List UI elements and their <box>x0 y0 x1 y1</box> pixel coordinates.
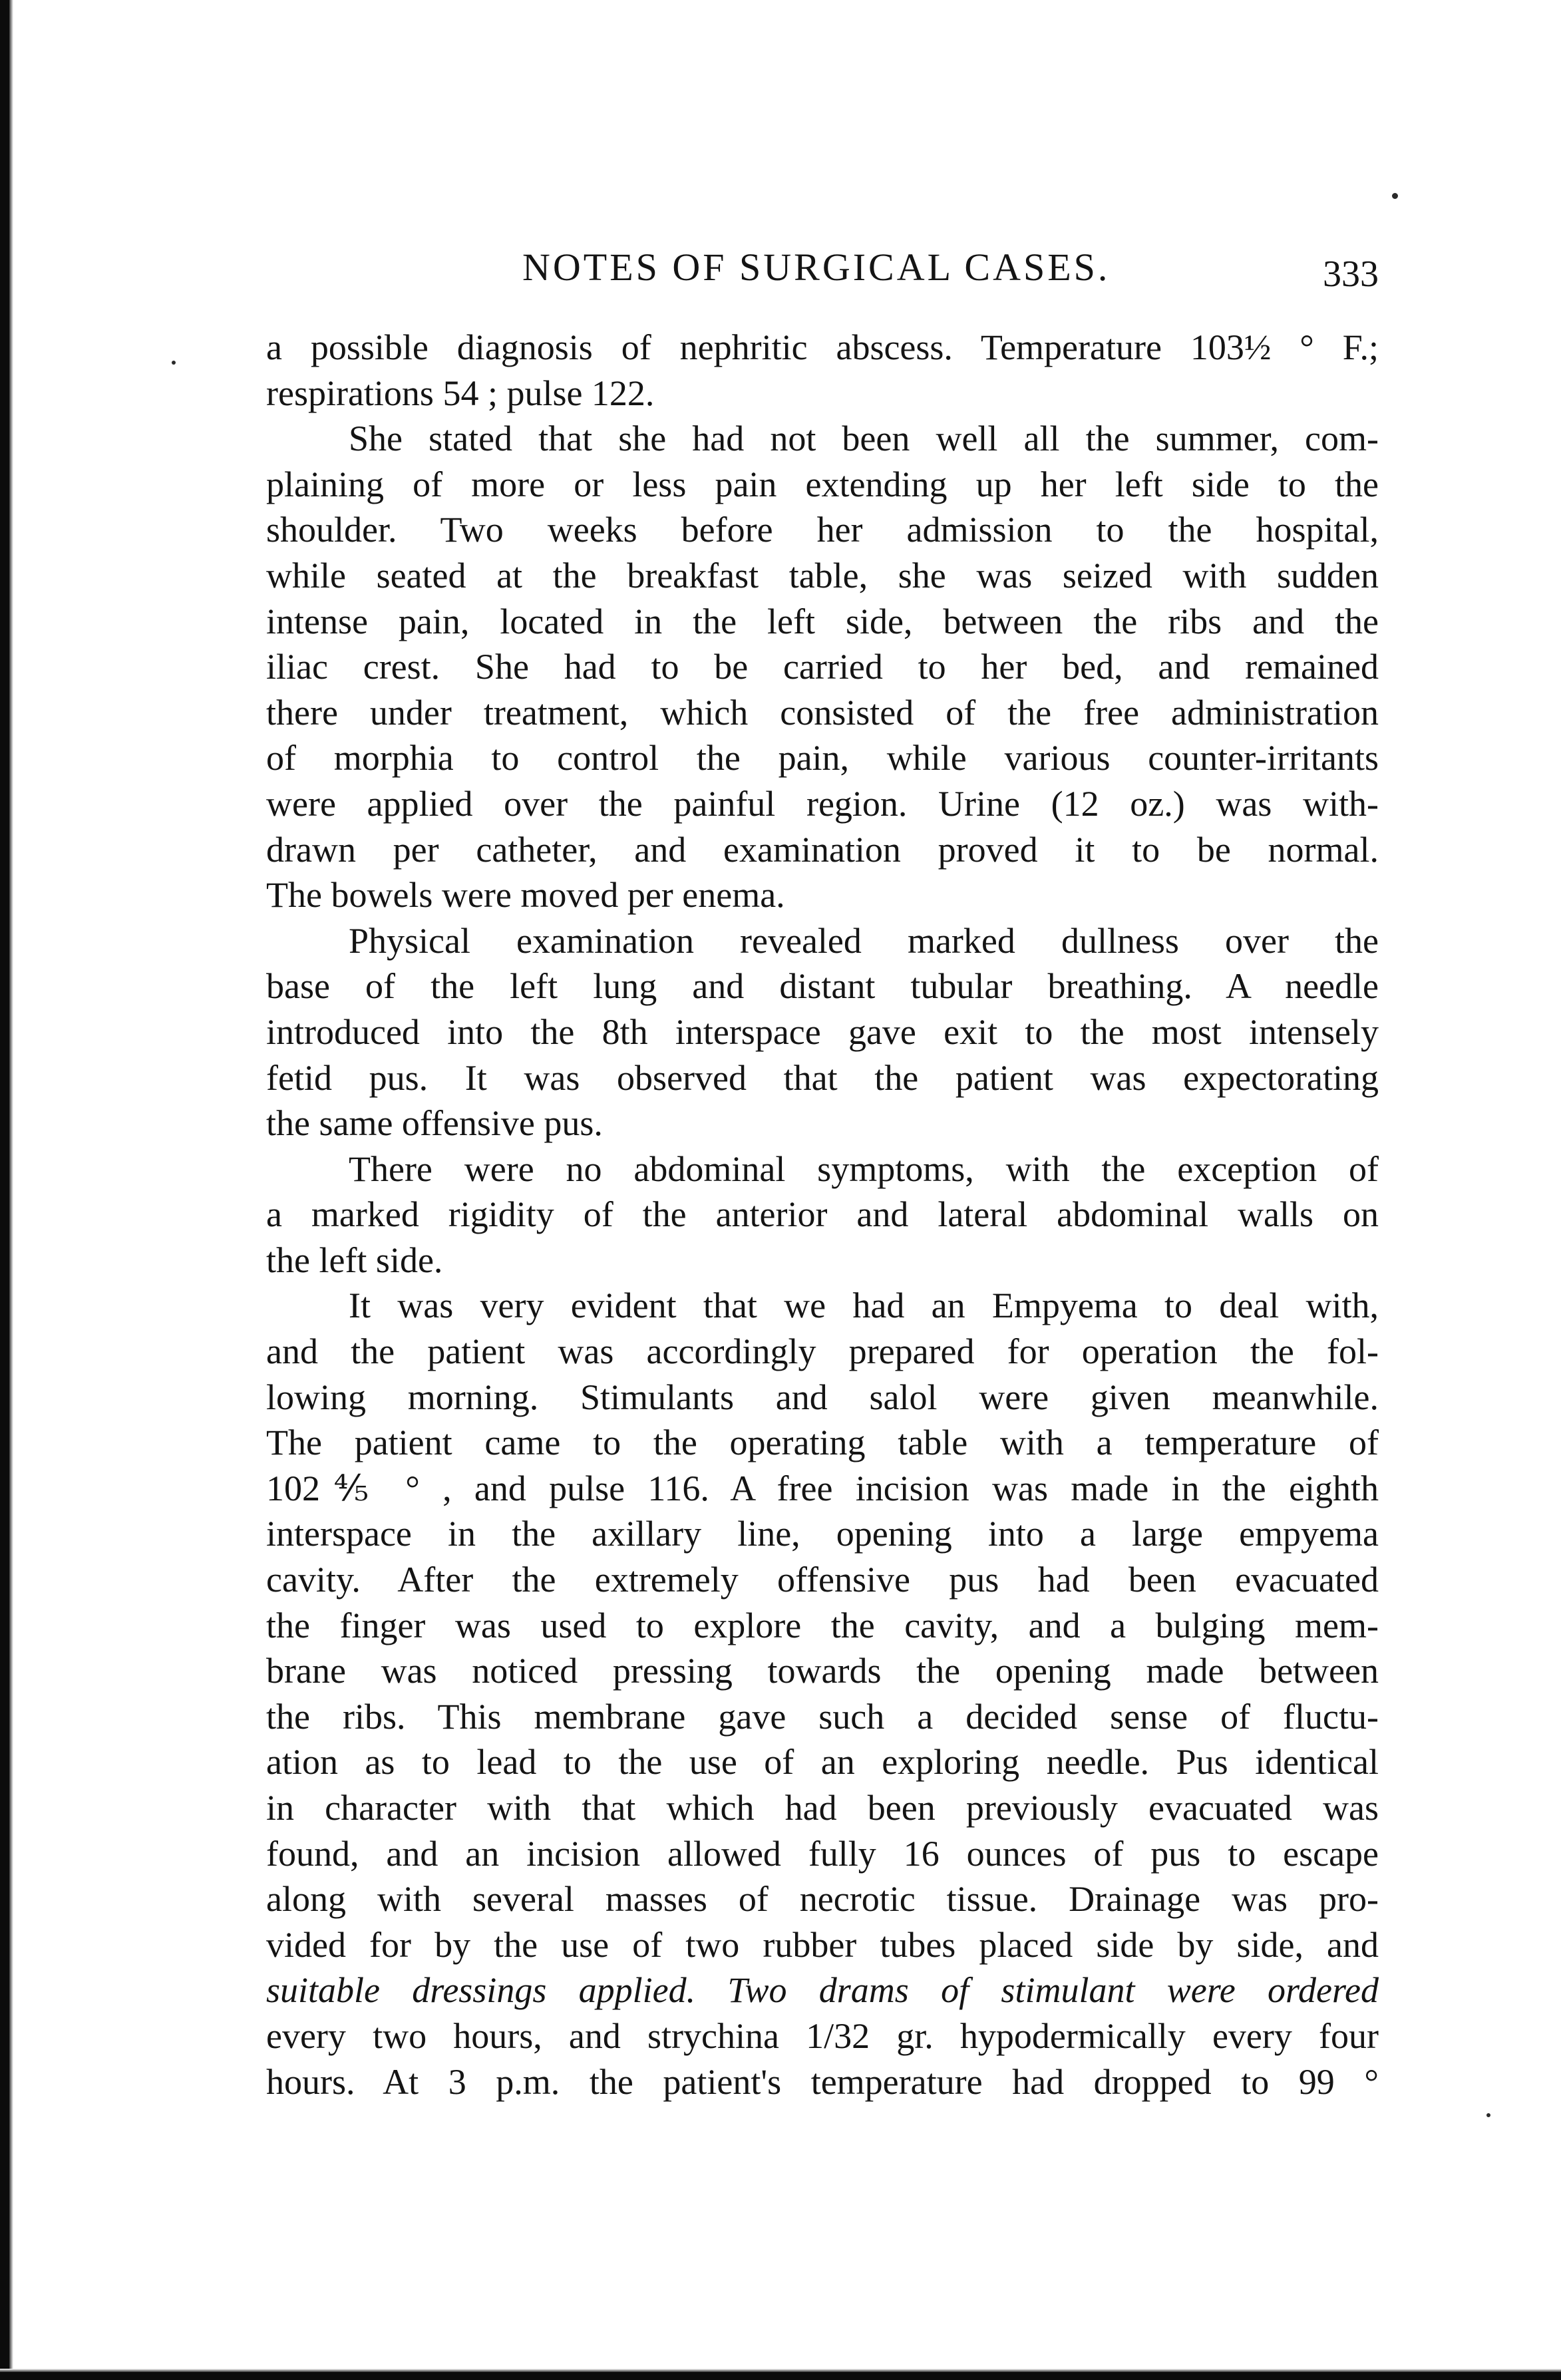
text-line: vided for by the use of two rubber tubes placed side by side, and <box>266 1924 1379 1965</box>
text-line: while seated at the breakfast table, she was seized with sudden <box>266 555 1379 595</box>
text-line: along with several masses of necrotic tissue. Drainage was pro- <box>266 1879 1379 1920</box>
text-line: 102⅘ ° , and pulse 116. A free incision was made in the eighth <box>266 1468 1379 1508</box>
text-line: suitable dressings applied. Two drams of stimulant were ordered <box>266 1970 1379 2011</box>
page-left-edge-shadow <box>0 0 9 2380</box>
text-line: a marked rigidity of the anterior and lateral abdominal walls on <box>266 1194 1379 1235</box>
text-line: ation as to lead to the use of an exploring needle. Pus identical <box>266 1742 1379 1783</box>
text-line: interspace in the axillary line, opening into a large empyema <box>266 1514 1379 1554</box>
text-line: It was very evident that we had an Empyema to deal with, <box>349 1285 1379 1326</box>
body-text <box>266 325 1379 2105</box>
ink-speck <box>1486 2113 1490 2117</box>
text-line: There were no abdominal symptoms, with the exception of <box>349 1148 1379 1189</box>
text-line: there under treatment, which consisted of the free administration <box>266 692 1379 733</box>
page-bottom-edge-gradient <box>0 2369 1561 2372</box>
text-line: in character with that which had been previously evacuated was <box>266 1788 1379 1828</box>
text-line: and the patient was accordingly prepared for operation the fol- <box>266 1331 1379 1372</box>
text-line: found, and an incision allowed fully 16 ounces of pus to escape <box>266 1833 1379 1874</box>
text-line: plaining of more or less pain extending up her left side to the <box>266 464 1379 504</box>
ink-speck <box>1392 193 1398 199</box>
text-line: introduced into the 8th interspace gave exit to the most intensely <box>266 1011 1379 1052</box>
text-line: the ribs. This membrane gave such a decided sense of fluctu- <box>266 1696 1379 1737</box>
text-line: fetid pus. It was observed that the patient was expectorating <box>266 1057 1379 1098</box>
text-line: drawn per catheter, and examination proved it to be normal. <box>266 829 1379 870</box>
running-title: NOTES OF SURGICAL CASES. <box>522 246 1111 289</box>
text-line: iliac crest. She had to be carried to her bed, and remained <box>266 647 1379 687</box>
page-left-edge-gradient <box>9 0 13 2380</box>
text-line: a possible diagnosis of nephritic abscess. Temperature 103½ ° F.; <box>266 327 1379 367</box>
text-line: She stated that she had not been well all the summer, com- <box>349 419 1379 459</box>
page-header <box>266 245 1379 298</box>
text-line: were applied over the painful region. Urine (12 oz.) was with- <box>266 783 1379 824</box>
text-line: of morphia to control the pain, while various counter-irritants <box>266 738 1379 778</box>
text-line: every two hours, and strychina 1/32 gr. hypodermically every four <box>266 2015 1379 2056</box>
text-line: The bowels were moved per enema. <box>266 875 785 916</box>
text-line: brane was noticed pressing towards the opening made between <box>266 1651 1379 1691</box>
text-line: Physical examination revealed marked dullness over the <box>349 920 1379 961</box>
page-number: 333 <box>1323 254 1379 295</box>
text-line: lowing morning. Stimulants and salol were given meanwhile. <box>266 1377 1379 1417</box>
text-line: base of the left lung and distant tubular breathing. A needle <box>266 966 1379 1007</box>
text-line: intense pain, located in the left side, between the ribs and the <box>266 601 1379 641</box>
text-line: shoulder. Two weeks before her admission to the hospital, <box>266 510 1379 550</box>
text-line: respirations 54 ; pulse 122. <box>266 373 655 413</box>
text-line: the left side. <box>266 1240 443 1280</box>
text-line: hours. At 3 p.m. the patient's temperature had dropped to 99 ° <box>266 2061 1379 2102</box>
text-line: the finger was used to explore the cavity, and a bulging mem- <box>266 1605 1379 1645</box>
text-line: cavity. After the extremely offensive pus had been evacuated <box>266 1560 1379 1600</box>
ink-speck <box>172 361 176 365</box>
text-line: The patient came to the operating table with a temperature of <box>266 1423 1379 1463</box>
text-line: the same offensive pus. <box>266 1103 603 1144</box>
page-bottom-edge-shadow <box>0 2372 1561 2380</box>
